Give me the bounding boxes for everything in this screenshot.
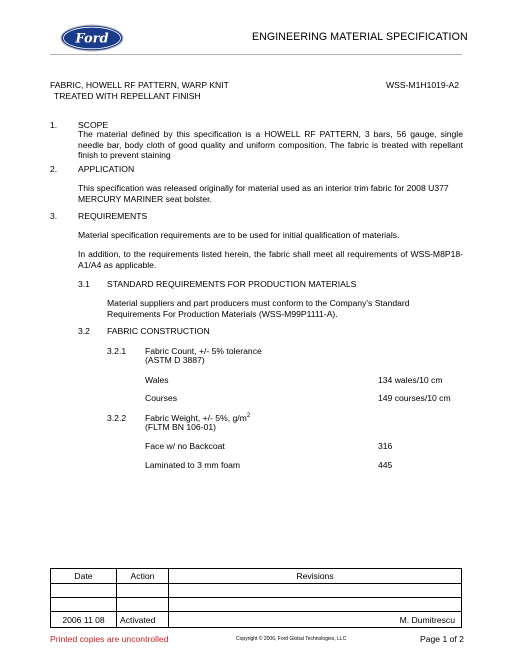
spec-row-value: 149 courses/10 cm <box>378 393 451 403</box>
spec-row-value: 134 wales/10 cm <box>378 375 443 385</box>
section-number: 3.1 <box>78 279 90 289</box>
revision-text <box>169 584 462 598</box>
title-line-2: TREATED WITH REPELLANT FINISH <box>54 90 201 101</box>
copyright-notice: Copyright © 2006, Ford Global Technologies, LLC <box>236 636 347 642</box>
uncontrolled-copy-notice: Printed copies are uncontrolled <box>50 634 169 644</box>
document-code: WSS-M1H1019-A2 <box>386 80 460 90</box>
revision-date <box>51 584 117 598</box>
table-header-row <box>51 569 462 584</box>
section-heading-scope: SCOPE <box>78 120 109 130</box>
table-row <box>51 598 462 612</box>
fabric-count-method: (ASTM D 3887) <box>145 355 205 365</box>
revision-date: 2006 11 08 <box>51 612 117 628</box>
revision-action <box>117 584 169 598</box>
spec-row-label: Laminated to 3 mm foam <box>145 460 241 470</box>
revision-action <box>117 598 169 612</box>
spec-header-title: ENGINEERING MATERIAL SPECIFICATION <box>252 31 468 43</box>
ford-logo <box>60 24 124 52</box>
fabric-count-heading: Fabric Count, +/- 5% tolerance <box>145 346 262 356</box>
title-line-1: FABRIC, HOWELL RF PATTERN, WARP KNIT <box>50 80 229 90</box>
section-number: 3.2.2 <box>107 413 127 423</box>
section-heading-requirements: REQUIREMENTS <box>78 211 148 221</box>
table-row <box>51 584 462 598</box>
revision-text: M. Dumitrescu <box>169 612 462 628</box>
superscript: 2 <box>246 413 251 419</box>
spec-row-label: Wales <box>145 375 169 385</box>
revisions-table <box>50 568 462 628</box>
spec-row-label: Face w/ no Backcoat <box>145 441 225 451</box>
spec-row-label: Courses <box>145 393 177 403</box>
section-number: 3. <box>50 211 58 221</box>
spec-row-value: 445 <box>378 460 393 470</box>
logo-text: Ford <box>75 31 109 47</box>
section-heading-standard-requirements: STANDARD REQUIREMENTS FOR PRODUCTION MATERIALS <box>107 279 357 289</box>
section-number: 2. <box>50 164 58 174</box>
spec-row-value: 316 <box>378 441 393 451</box>
column-header-date: Date <box>51 569 117 584</box>
fabric-weight-text: Fabric Weight, +/- 5%, g/m <box>145 413 247 423</box>
table-row <box>51 612 462 628</box>
revision-text <box>169 598 462 612</box>
revision-date <box>51 598 117 612</box>
page-number: Page 1 of 2 <box>420 634 464 644</box>
column-header-revisions: Revisions <box>169 569 462 584</box>
header-divider <box>50 54 462 55</box>
section-number: 3.2.1 <box>107 346 127 356</box>
column-header-action: Action <box>117 569 169 584</box>
application-text: This specification was released originally for material used as an interior trim fabric for 2008 U377 MERCURY MARINER seat bolster. <box>78 183 449 204</box>
document-title <box>50 80 229 101</box>
fabric-weight-method: (FLTM BN 106-01) <box>145 422 216 432</box>
standard-requirements-text: Material suppliers and part producers must conform to the Company's Standard Requirements For Production Materials (WSS-M99P1111-A). <box>107 298 410 319</box>
requirements-text-2: In addition, to the requirements listed herein, the fabric shall meet all requirements of WSS-M8P18-A1/A4 as applicable. <box>78 249 463 270</box>
section-heading-application: APPLICATION <box>78 164 135 174</box>
scope-text: The material defined by this specification is a HOWELL RF PATTERN, 3 bars, 56 gauge, single needle bar, body cloth of good quality and uniform composition. The fabric is treated with repellant finish to prevent staining <box>78 129 463 160</box>
requirements-text-1: Material specification requirements are to be used for initial qualification of materials. <box>78 230 400 240</box>
revision-action: Activated <box>117 612 169 628</box>
section-number: 3.2 <box>78 326 90 336</box>
section-number: 1. <box>50 120 58 130</box>
section-heading-fabric-construction: FABRIC CONSTRUCTION <box>107 326 210 336</box>
